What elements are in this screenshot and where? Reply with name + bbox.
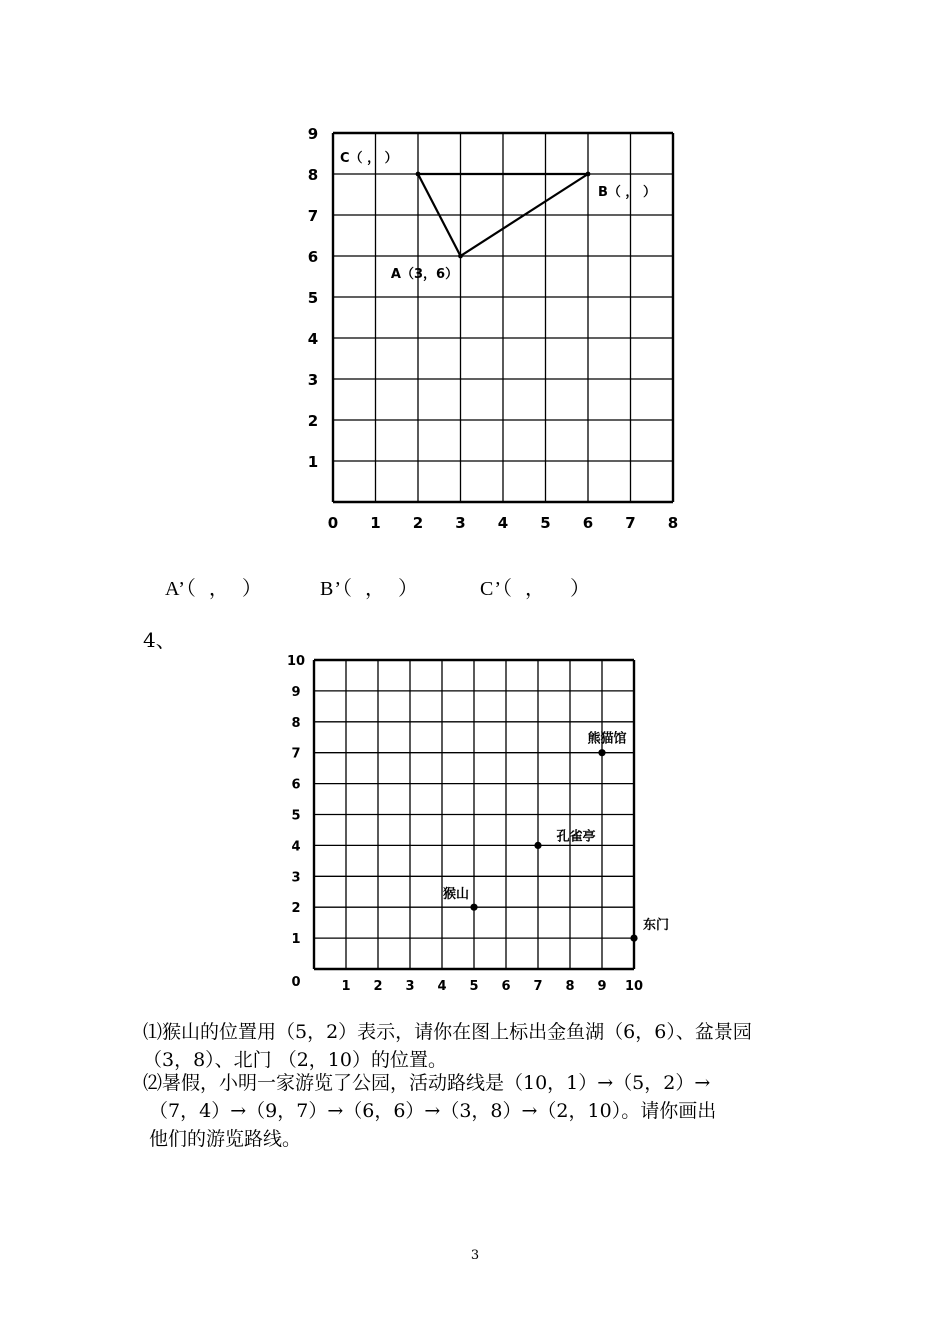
- y-tick-label: 5: [307, 289, 319, 307]
- location-point: [470, 904, 477, 911]
- location-label: 孔雀亭: [556, 829, 596, 845]
- y-tick-label: 8: [307, 166, 319, 184]
- x-tick-label: 1: [370, 514, 381, 532]
- page-number: 3: [470, 1248, 480, 1263]
- x-tick-label: 3: [405, 979, 415, 994]
- x-tick-label: 3: [455, 514, 466, 532]
- q2-line-3: 他们的游览路线。: [143, 1128, 302, 1150]
- x-tick-label: 7: [533, 979, 543, 994]
- q2-line-2: （7，4）→（9，7）→（6，6）→（3，8）→（2，10）。请你画出: [143, 1100, 717, 1122]
- y-tick-label: 3: [307, 371, 319, 389]
- x-tick-label: 2: [373, 979, 383, 994]
- x-tick-label: 8: [565, 979, 575, 994]
- vertex-point-a: [458, 254, 463, 259]
- y-tick-label: 2: [291, 901, 301, 917]
- x-tick-label: 10: [624, 979, 644, 994]
- x-tick-label: 6: [582, 514, 594, 532]
- y-tick-label: 7: [307, 207, 319, 225]
- y-tick-label: 7: [291, 746, 301, 762]
- vertex-label-b: B（ ， ）: [598, 185, 656, 200]
- location-point: [630, 935, 637, 942]
- origin-label: 0: [291, 975, 301, 990]
- y-tick-label: 5: [291, 808, 301, 824]
- answer-b-prime: B’（ ， ）: [320, 578, 419, 600]
- y-tick-label: 10: [286, 654, 306, 669]
- x-tick-label: 7: [625, 514, 636, 532]
- location-label: 猴山: [442, 887, 470, 903]
- x-tick-label: 5: [540, 514, 551, 532]
- y-tick-label: 6: [307, 248, 319, 266]
- y-tick-label: 1: [307, 453, 319, 471]
- x-tick-label: 4: [497, 514, 509, 532]
- q1-line-2: （3，8）、北门 （2，10）的位置。: [143, 1049, 447, 1071]
- y-tick-label: 9: [307, 125, 319, 143]
- x-tick-label: 6: [501, 979, 511, 994]
- answer-a-prime: A’（ ， ）: [165, 578, 263, 600]
- answer-c-prime: C’（ ， ）: [480, 578, 591, 600]
- location-point: [598, 749, 605, 756]
- y-tick-label: 2: [307, 412, 319, 430]
- location-label: 熊猫馆: [587, 731, 627, 747]
- coordinate-grid-park-map: [0, 630, 950, 1010]
- y-tick-label: 6: [291, 777, 301, 793]
- y-tick-label: 4: [291, 839, 301, 855]
- y-tick-label: 9: [291, 684, 301, 700]
- x-tick-label: 9: [597, 979, 607, 994]
- location-label: 东门: [642, 918, 670, 934]
- x-tick-label: 8: [667, 514, 679, 532]
- coordinate-grid-triangle: [0, 0, 950, 560]
- question-number: 4、: [143, 628, 176, 652]
- y-tick-label: 8: [291, 715, 301, 731]
- y-tick-label: 4: [307, 330, 319, 348]
- location-point: [534, 842, 541, 849]
- x-tick-label: 4: [437, 979, 447, 994]
- x-tick-label: 5: [469, 979, 479, 994]
- x-tick-label: 2: [412, 514, 424, 532]
- x-tick-label: 1: [341, 979, 351, 994]
- vertex-point-c: [416, 172, 421, 177]
- q2-line-1: ⑵暑假，小明一家游览了公园，活动路线是（10，1）→（5，2）→: [143, 1072, 711, 1094]
- vertex-label-a: A（3，6）: [390, 267, 459, 282]
- vertex-point-b: [586, 172, 591, 177]
- vertex-label-c: C（ ， ）: [340, 151, 398, 166]
- x-tick-label: 0: [327, 514, 339, 532]
- y-tick-label: 1: [291, 932, 301, 948]
- y-tick-label: 3: [291, 870, 301, 886]
- q1-line-1: ⑴猴山的位置用（5，2）表示，请你在图上标出金鱼湖（6，6）、盆景园: [143, 1021, 752, 1043]
